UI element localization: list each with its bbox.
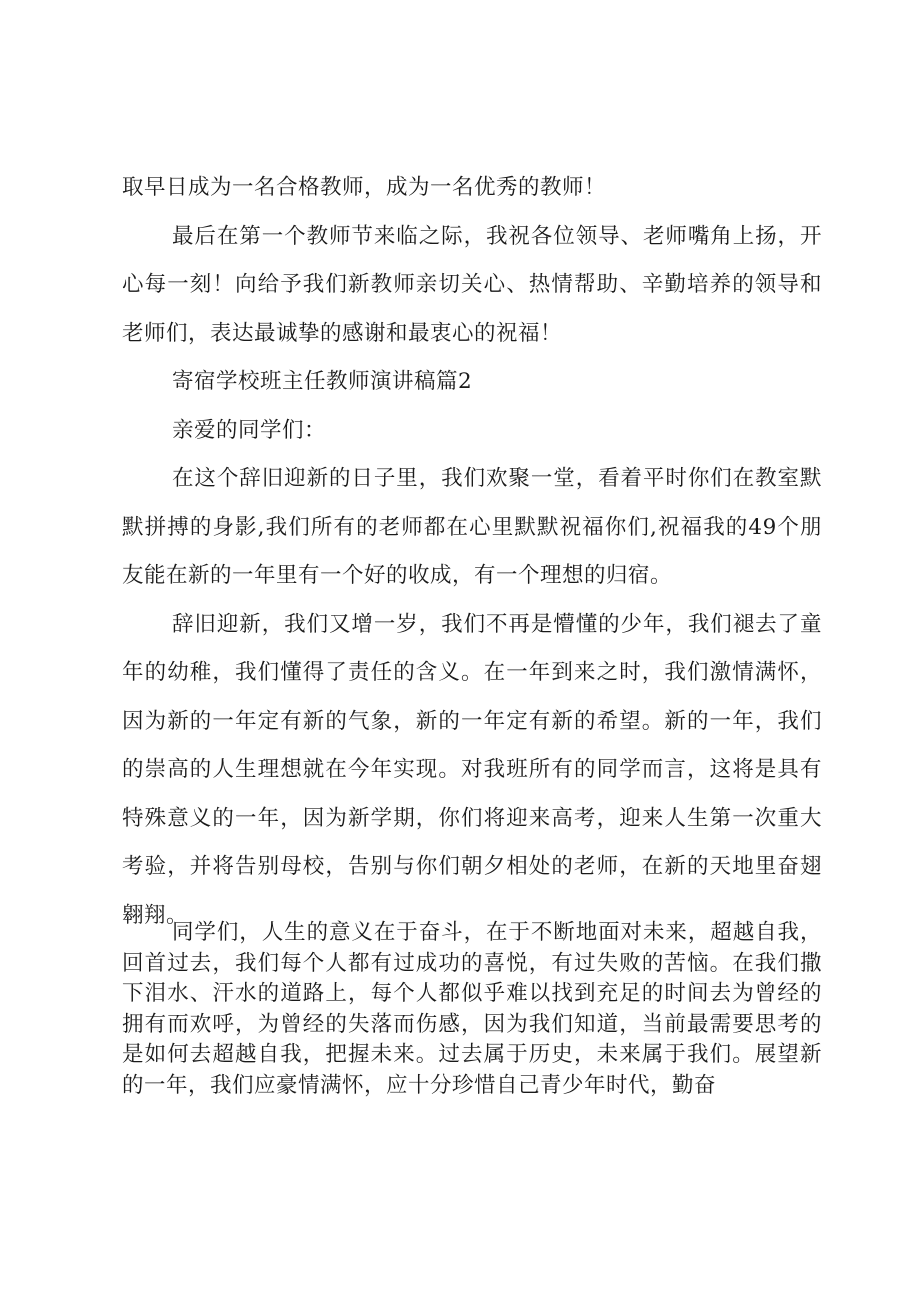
paragraph-closing-wishes: 最后在第一个教师节来临之际，我祝各位领导、老师嘴角上扬，开心每一刻！向给予我们新教师亲切关心、热情帮助、辛勤培养的领导和老师们，表达最诚挚的感谢和最衷心的祝福！ <box>122 223 822 346</box>
document-body <box>122 164 822 940</box>
paragraph-meaning-of-life: 同学们，人生的意义在于奋斗，在于不断地面对未来，超越自我，回首过去，我们每个人都有过成功的喜悦，有过失败的苦恼。在我们撒下泪水、汗水的道路上，每个人都似乎难以找到充足的时间去为曾经的拥有而欢呼，为曾经的失落而伤感，因为我们知道，当前最需要思考的是如何去超越自我，把握未来。过去属于历史，未来属于我们。展望新的一年，我们应豪情满怀，应十分珍惜自己青少年时代，勤奋 <box>122 920 822 1098</box>
document-body-dense <box>122 918 822 1101</box>
section-heading: 寄宿学校班主任教师演讲稿篇2 <box>172 369 473 394</box>
salutation: 亲爱的同学们： <box>172 417 327 443</box>
paragraph-new-year: 辞旧迎新，我们又增一岁，我们不再是懵懂的少年，我们褪去了童年的幼稚，我们懂得了责任的含义。在一年到来之时，我们激情满怀，因为新的一年定有新的气象，新的一年定有新的希望。新的一年，我们的崇高的人生理想就在今年实现。对我班所有的同学而言，这将是具有特殊意义的一年，因为新学期，你们将迎来高考，迎来人生第一次重大考验，并将告别母校，告别与你们朝夕相处的老师，在新的天地里奋翅翱翔。 <box>122 611 822 928</box>
paragraph-greeting: 在这个辞旧迎新的日子里，我们欢聚一堂，看着平时你们在教室默默拼搏的身影,我们所有的老师都在心里默默祝福你们,祝福我的49个朋友能在新的一年里有一个好的收成，有一个理想的归宿。 <box>122 466 822 588</box>
paragraph-continuation: 取早日成为一名合格教师，成为一名优秀的教师！ <box>122 175 607 200</box>
